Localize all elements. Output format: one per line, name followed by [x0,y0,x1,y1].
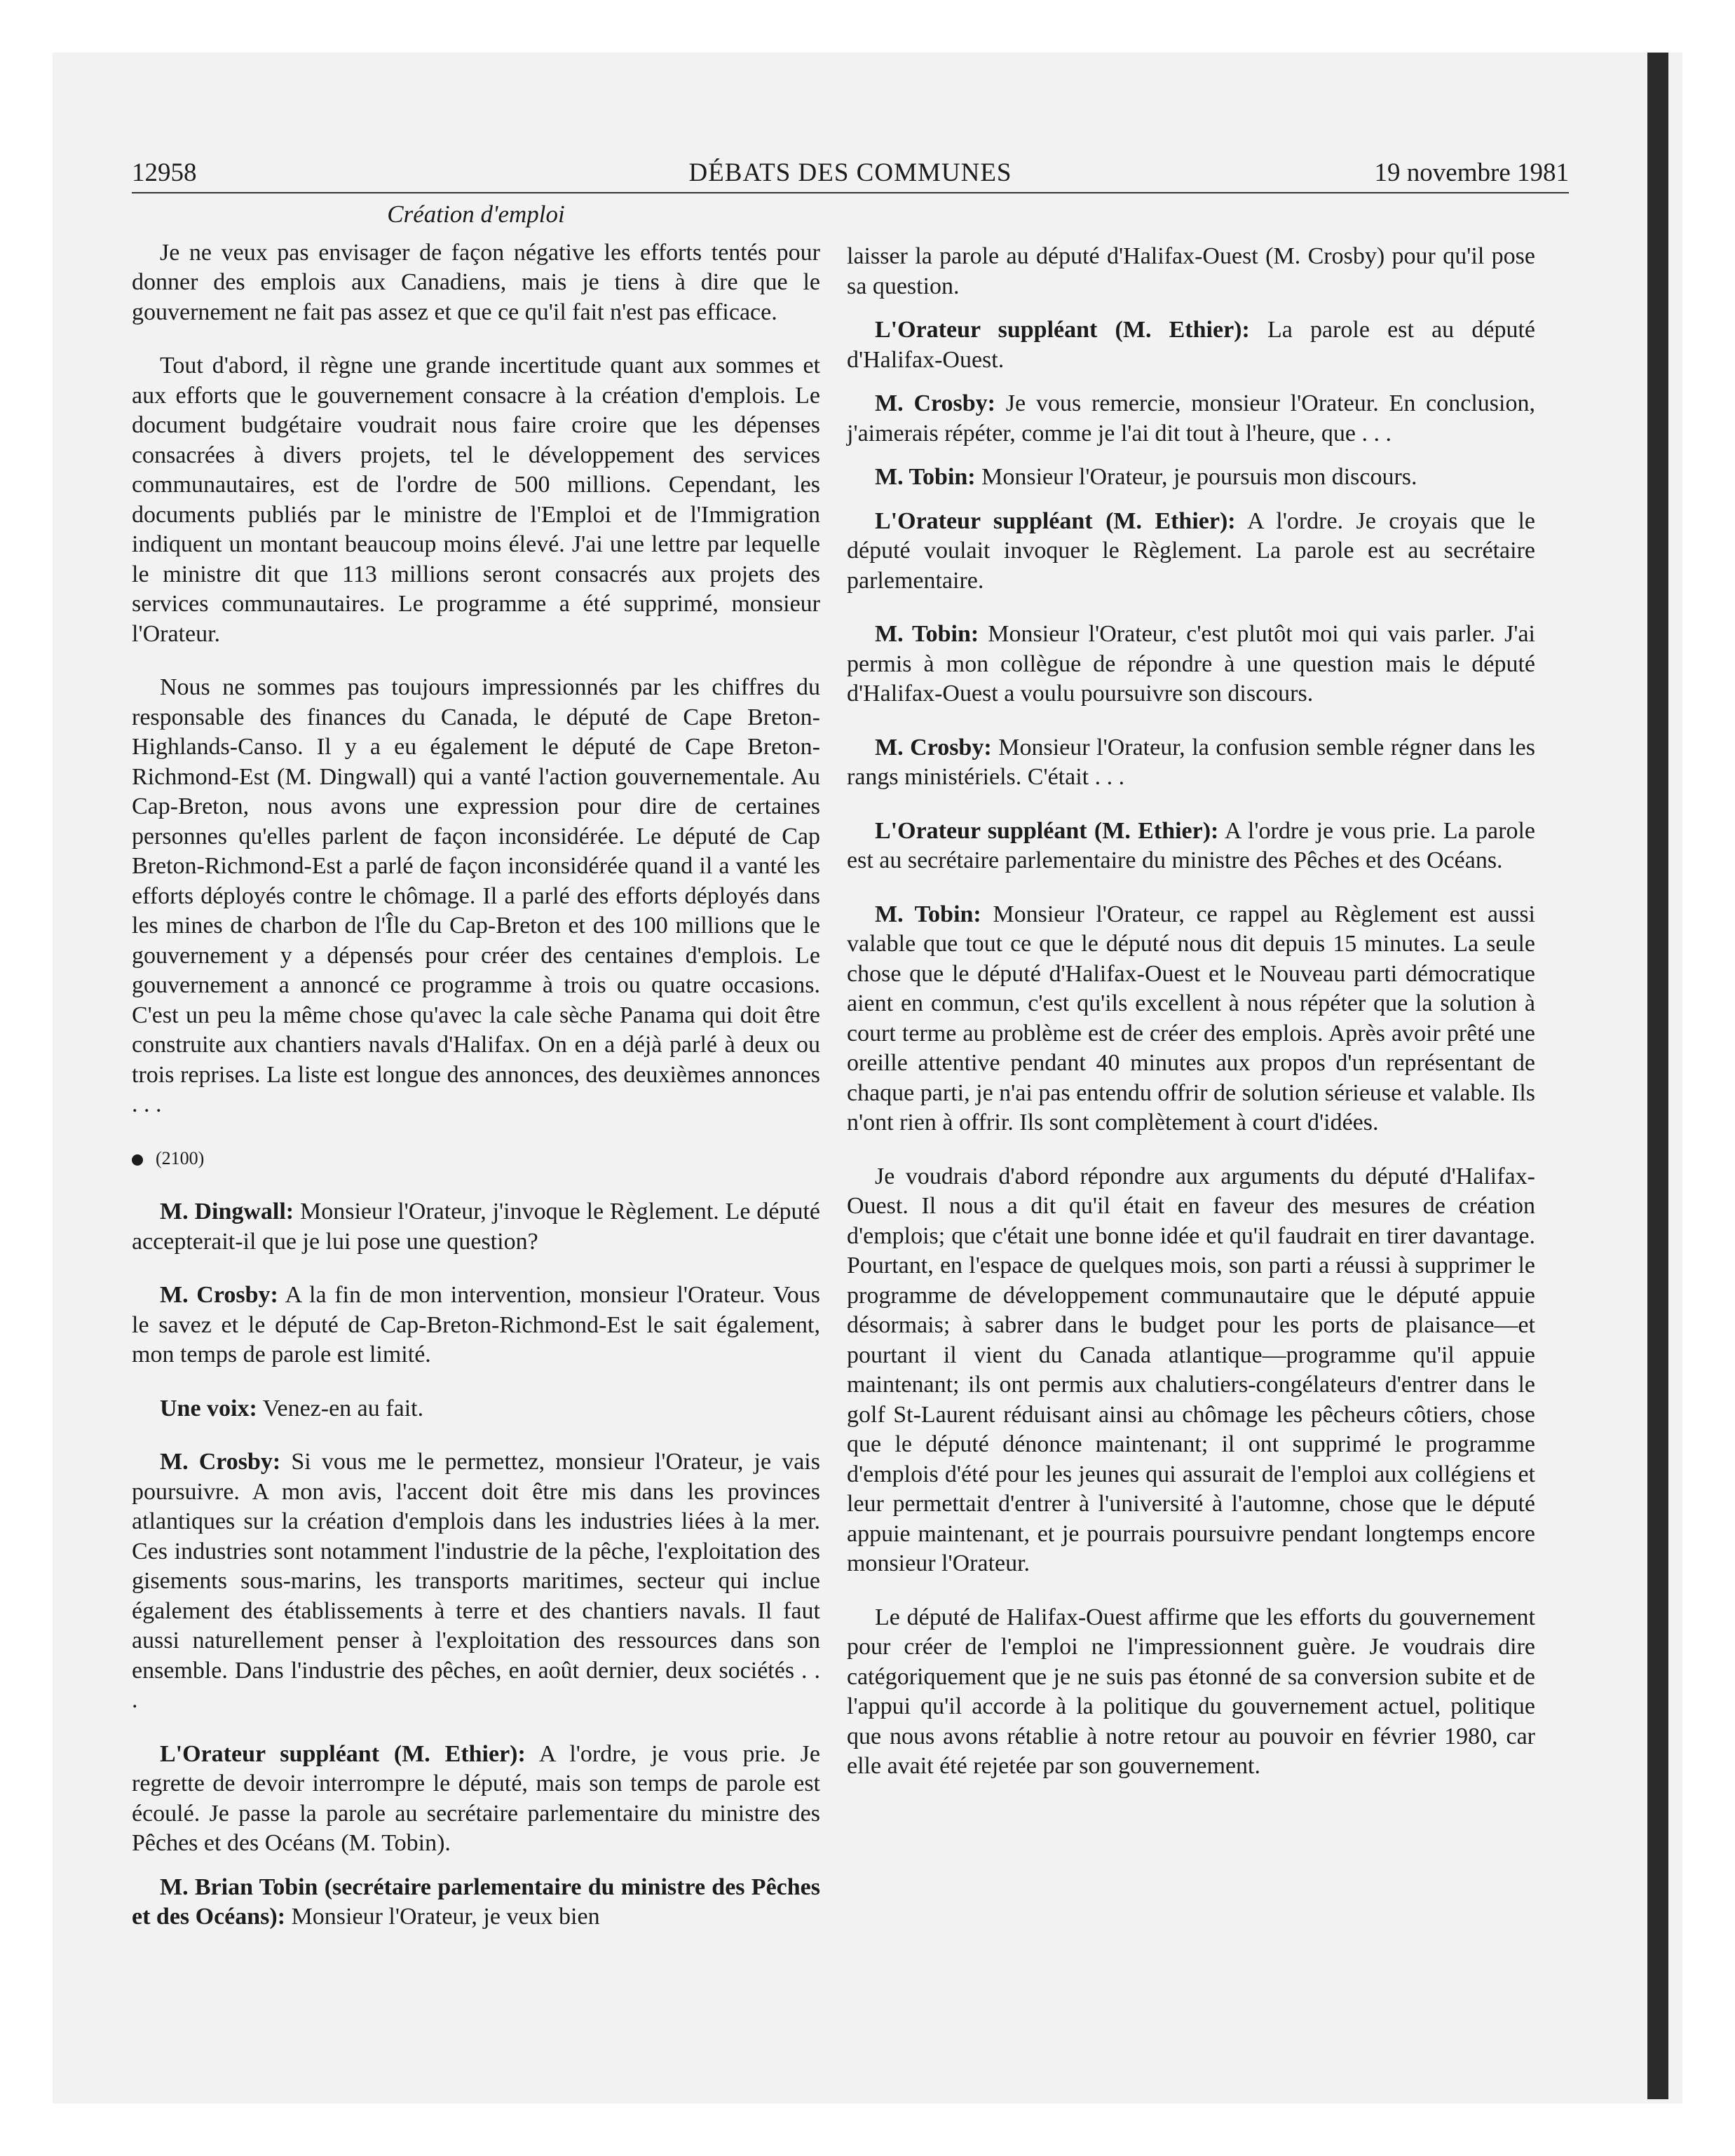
speaker-name: M. Crosby: [875,390,995,416]
right-column [847,242,1535,1806]
paragraph: Tout d'abord, il règne une grande incertitude quant aux sommes et aux efforts que le gouvernement consacre à la création d'emplois. Le document budgétaire voudrait nous faire croire que les dépenses consacrées à divers projets, tel le développement des services communautaires, est de l'ordre de 500 millions. Cependant, les documents publiés par le ministre de l'Emploi et de l'Immigration indiquent un montant beaucoup moins élevé. J'ai une lettre par lequelle le ministre dit que 113 millions seront consacrés aux projets des services communautaires. Le programme a été supprimé, monsieur l'Orateur. [132,353,820,647]
speaker-name: L'Orateur suppléant (M. Ethier): [875,507,1236,534]
page-date: 19 novembre 1981 [1374,158,1569,187]
speaker-name: L'Orateur suppléant (M. Ethier): [875,817,1219,844]
paragraph [847,620,1535,709]
speaker-name: M. Crosby: [875,734,992,760]
paragraph [132,1281,820,1370]
speaker-name: M. Tobin: [875,464,976,490]
speech-text: Si vous me le permettez, monsieur l'Orateur, je vais poursuivre. A mon avis, l'accent doit être mis dans les provinces atlantiques sur la création d'emplois dans les industries liées à la mer. Ces industries sont notamment l'industrie de la pêche, l'exploitation des gisements sous-marins, les transports maritimes, secteur qui inclue également des établissements à terre et des chantiers navals. Il faut aussi naturellement penser à l'exploitation des ressources dans son ensemble. Dans l'industrie des pêches, en août dernier, deux sociétés . . . [132,1449,820,1713]
paragraph [132,1394,820,1424]
speech-text: Venez-en au fait. [257,1395,424,1421]
speaker-name: M. Tobin: [875,901,981,927]
speech-text: Je vous remercie, monsieur l'Orateur. En conclusion, j'aimerais répéter, comme je l'ai dit tout à l'heure, que . . . [847,390,1535,446]
paragraph [847,817,1535,876]
paragraph [847,507,1535,596]
paragraph [847,900,1535,1138]
paragraph [132,1873,820,1932]
page-number: 12958 [132,158,197,187]
speaker-name: M. Brian Tobin (secrétaire parlementaire du ministre des Pêches et des Océans): [132,1874,820,1930]
paragraph [847,463,1535,493]
publication-title: DÉBATS DES COMMUNES [688,158,1012,187]
page-header [132,153,1569,193]
speech-text: Monsieur l'Orateur, je veux bien [285,1904,600,1930]
speech-text: A la fin de mon intervention, monsieur l'Orateur. Vous le savez et le député de Cap-Breton-Richmond-Est le sait également, mon temps de parole est limité. [132,1282,820,1367]
speech-text: La parole est au député d'Halifax-Ouest. [847,317,1535,373]
left-column [132,200,820,1956]
paragraph [132,1447,820,1716]
paragraph [132,1740,820,1859]
speaker-name: L'Orateur suppléant (M. Ethier): [875,317,1250,343]
paragraph [847,389,1535,449]
speech-text: Monsieur l'Orateur, c'est plutôt moi qui vais parler. J'ai permis à mon collègue de répondre à une question mais le député d'Halifax-Ouest a voulu poursuivre son discours. [847,621,1535,707]
speaker-name: Une voix: [160,1395,257,1421]
scan-edge-bar [1647,53,1668,2099]
paragraph: Je voudrais d'abord répondre aux arguments du député d'Halifax-Ouest. Il nous a dit qu'il était en faveur des mesures de création d'emplois; que c'était une bonne idée et qu'il faudrait en tirer davantage. Pourtant, en l'espace de quelques mois, son parti a réussi à supprimer le programme de développement communautaire que le député appuie désormais; à sabrer dans le budget pour les ports de plaisance—et pourtant il vient du Canada atlantique—programme qu'il appuie maintenant; ils ont permis aux chalutiers-congélateurs d'entrer dans le golf St-Laurent réduisant ainsi au chômage les pêcheurs côtiers, chose que le député dénonce maintenant; il ont supprimé le programme d'emplois d'été pour les jeunes qui assurait de l'emploi aux collégiens et leur permettait d'entrer à l'université à l'automne, chose que le député appuie maintenant, et je pourrais poursuivre pendant longtemps encore monsieur l'Orateur. [847,1163,1535,1576]
paragraph [132,1197,820,1257]
paragraph [847,315,1535,375]
speech-text: Monsieur l'Orateur, je poursuis mon discours. [975,464,1417,490]
speaker-name: M. Crosby: [160,1449,281,1475]
speaker-name: M. Dingwall: [160,1199,294,1224]
speech-text: A l'ordre, je vous prie. Je regrette de devoir interrompre le député, mais son temps de parole est écoulé. Je passe la parole au secrétaire parlementaire du ministre des Pêches et des Océans (M. Tobin). [132,1740,820,1856]
paragraph: Je ne veux pas envisager de façon négative les efforts tentés pour donner des emplois aux Canadiens, mais je tiens à dire que le gouvernement ne fait pas assez et que ce qu'il fait n'est pas efficace. [132,239,820,325]
speech-text: A l'ordre. Je croyais que le député voulait invoquer le Règlement. La parole est au secrétaire parlementaire. [847,507,1535,594]
section-subtitle: Création d'emploi [387,200,565,228]
paragraph: laisser la parole au député d'Halifax-Ouest (M. Crosby) pour qu'il pose sa question. [847,243,1535,299]
time-marker-text: (2100) [156,1147,205,1168]
speaker-name: M. Crosby: [160,1282,278,1308]
bullet-icon [132,1154,143,1166]
paragraph: Nous ne sommes pas toujours impressionnés par les chiffres du responsable des finances du Canada, le député de Cape Breton-Highlands-Canso. Il y a eu également le député de Cape Breton-Richmond-Est (M. Dingwall) qui a vanté l'action gouvernementale. Au Cap-Breton, nous avons une expression pour dire de certaines personnes qu'elles parlent de façon inconsidérée. Le député de Cap Breton-Richmond-Est a parlé de façon inconsidérée quand il a vanté les efforts déployés contre le chômage. Il a parlé des efforts déployés dans les mines de charbon de l'Île du Cap-Breton et des 100 millions que le gouvernement y a dépensés pour créer des centaines d'emplois. Le gouvernement a annoncé ce programme à trois ou quatre occasions. C'est un peu la même chose qu'avec la cale sèche Panama qui doit être construite aux chantiers navals d'Halifax. On en a déjà parlé à deux ou trois reprises. La liste est longue des annonces, des deuxièmes annonces . . . [132,674,820,1117]
paragraph [847,733,1535,793]
speech-text: Monsieur l'Orateur, ce rappel au Règlement est aussi valable que tout ce que le député nous dit depuis 15 minutes. La seule chose que le député d'Halifax-Ouest et le Nouveau parti démocratique aient en commun, c'est qu'ils excellent à nous répéter que la solution à court terme au problème est de créer des emplois. Après avoir prêté une oreille attentive pendant 40 minutes aux propos d'un représentant de chaque parti, je n'ai pas entendu offrir de solution sérieuse et valable. Ils n'ont rien à offrir. Ils sont complètement à court d'idées. [847,901,1536,1135]
speech-text: A l'ordre je vous prie. La parole est au secrétaire parlementaire du ministre des Pêches et des Océans. [847,817,1535,873]
speech-text: Monsieur l'Orateur, la confusion semble régner dans les rangs ministériels. C'était . . . [847,734,1535,790]
paragraph: Le député de Halifax-Ouest affirme que les efforts du gouvernement pour créer de l'emploi ne l'impressionnent guère. Je voudrais dire catégoriquement que je ne suis pas étonné de sa conversion subite et de l'appui qu'il accorde à la politique du gouvernement actuel, politique que nous avons rétablie à notre retour au pouvoir en février 1980, car elle avait été rejetée par son gouvernement. [847,1604,1535,1779]
time-marker [132,1144,820,1174]
speaker-name: L'Orateur suppléant (M. Ethier): [160,1740,526,1767]
speech-text: Monsieur l'Orateur, j'invoque le Règlement. Le député accepterait-il que je lui pose une question? [132,1199,820,1255]
speaker-name: M. Tobin: [875,621,979,647]
